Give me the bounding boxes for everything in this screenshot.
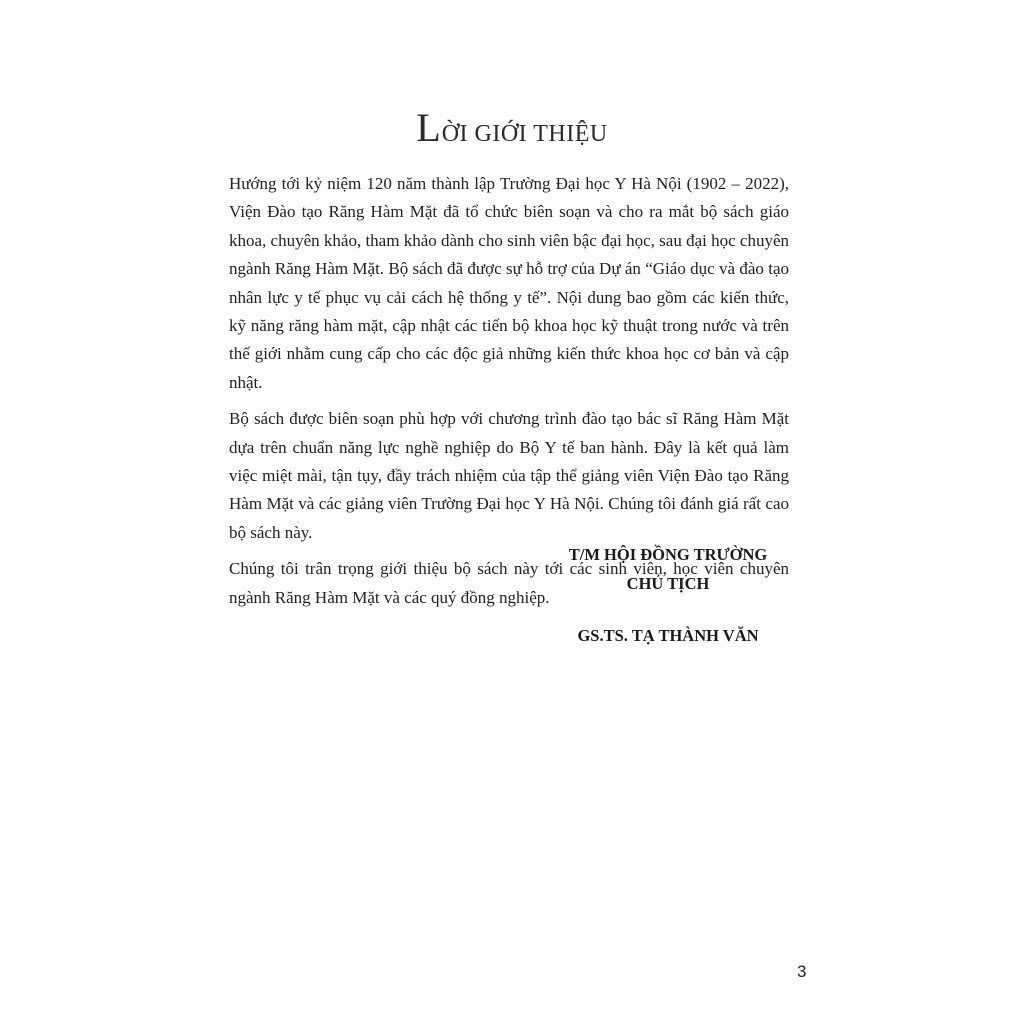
signature-role: CHỦ TỊCH: [626, 574, 710, 593]
title-initial: L: [416, 105, 442, 150]
paragraph: Hướng tới kỷ niệm 120 năm thành lập Trường Đại học Y Hà Nội (1902 – 2022), Viện Đào tạo Răng Hàm Mặt đã tổ chức biên soạn và cho ra mắt bộ sách giáo khoa, chuyên khảo, tham khảo dành cho sinh viên bậc đại học, sau đại học chuyên ngành Răng Hàm Mặt. Bộ sách đã được sự hỗ trợ của Dự án “Giáo dục và đào tạo nhân lực y tế phục vụ cải cách hệ thống y tế”. Nội dung bao gồm các kiến thức, kỹ năng răng hàm mặt, cập nhật các tiến bộ khoa học kỹ thuật trong nước và trên thế giới nhằm cung cấp cho các độc giả những kiến thức khoa học cơ bản và cập nhật.: [229, 174, 789, 392]
title-rest: ỜI GIỚI THIỆU: [441, 121, 608, 147]
signature-organization: T/M HỘI ĐỒNG TRƯỜNG: [568, 545, 768, 564]
page-number: 3: [797, 962, 807, 981]
paragraph: Chúng tôi trân trọng giới thiệu bộ sách này tới các sinh viên, học viên chuyên ngành Răng Hàm Mặt và các quý đồng nghiệp.: [229, 559, 789, 607]
page-title: [0, 104, 1024, 151]
paragraph: Bộ sách được biên soạn phù hợp với chương trình đào tạo bác sĩ Răng Hàm Mặt dựa trên chuẩn năng lực nghề nghiệp do Bộ Y tế ban hành. Đây là kết quả làm việc miệt mài, tận tụy, đầy trách nhiệm của tập thể giảng viên Viện Đào tạo Răng Hàm Mặt và các giảng viên Trường Đại học Y Hà Nội. Chúng tôi đánh giá rất cao bộ sách này.: [229, 409, 789, 542]
signature-name: GS.TS. TẠ THÀNH VĂN: [577, 626, 759, 645]
